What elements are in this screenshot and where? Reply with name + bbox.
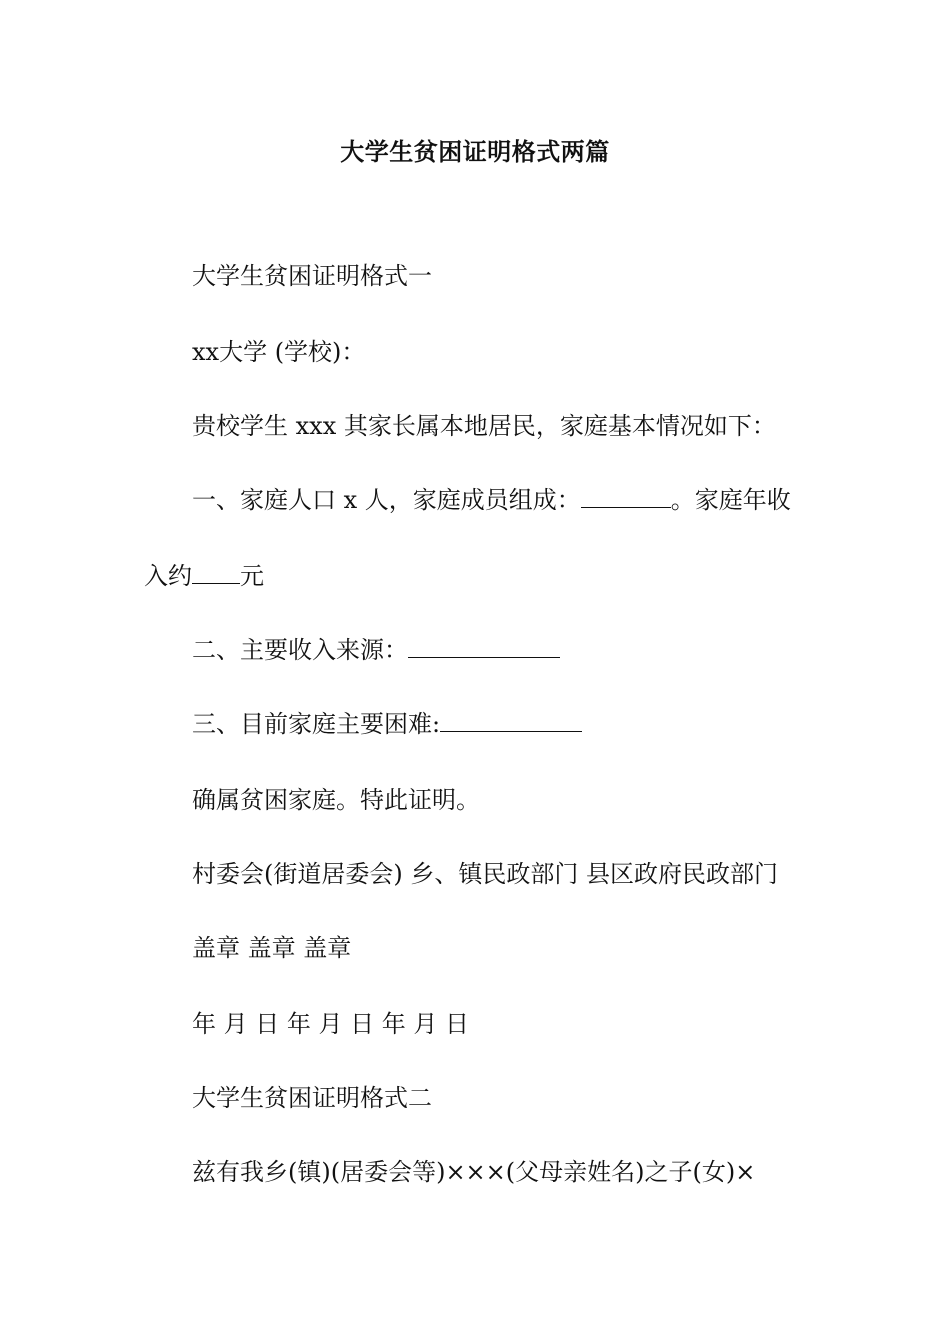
format-two-opening-line: 兹有我乡(镇)(居委会等)×××(父母亲姓名)之子(女)×: [192, 1158, 756, 1186]
annual-income-blank[interactable]: [192, 563, 240, 584]
section-heading-two: 大学生贫困证明格式二: [192, 1084, 432, 1112]
family-population-line: [192, 484, 791, 516]
seal-line: 盖章 盖章 盖章: [192, 934, 352, 962]
date-line: 年 月 日 年 月 日 年 月 日: [192, 1010, 470, 1038]
currency-unit: 元: [240, 562, 264, 590]
difficulty-text: 三、目前家庭主要困难:: [192, 710, 441, 738]
difficulty-blank[interactable]: [440, 711, 582, 732]
income-source-blank[interactable]: [408, 637, 560, 658]
section-heading-one: 大学生贫困证明格式一: [192, 262, 432, 290]
difficulty-line: [192, 708, 582, 740]
authorities-line: 村委会(街道居委会) 乡、镇民政部门 县区政府民政部门: [192, 860, 778, 888]
addressee-line: xx大学 (学校)：: [192, 338, 366, 366]
intro-line: 贵校学生 xxx 其家长属本地居民，家庭基本情况如下：: [192, 412, 776, 440]
certification-line: 确属贫困家庭。特此证明。: [192, 786, 480, 814]
annual-income-line: [144, 560, 264, 592]
document-title: 大学生贫困证明格式两篇: [340, 137, 610, 166]
income-source-text: 二、主要收入来源：: [192, 636, 408, 664]
annual-income-text: 入约: [144, 562, 192, 590]
family-population-text: 一、家庭人口 x 人，家庭成员组成：: [192, 486, 581, 514]
income-source-line: [192, 634, 560, 666]
family-members-blank[interactable]: [581, 487, 671, 508]
annual-income-prefix: 。家庭年收: [670, 486, 791, 514]
